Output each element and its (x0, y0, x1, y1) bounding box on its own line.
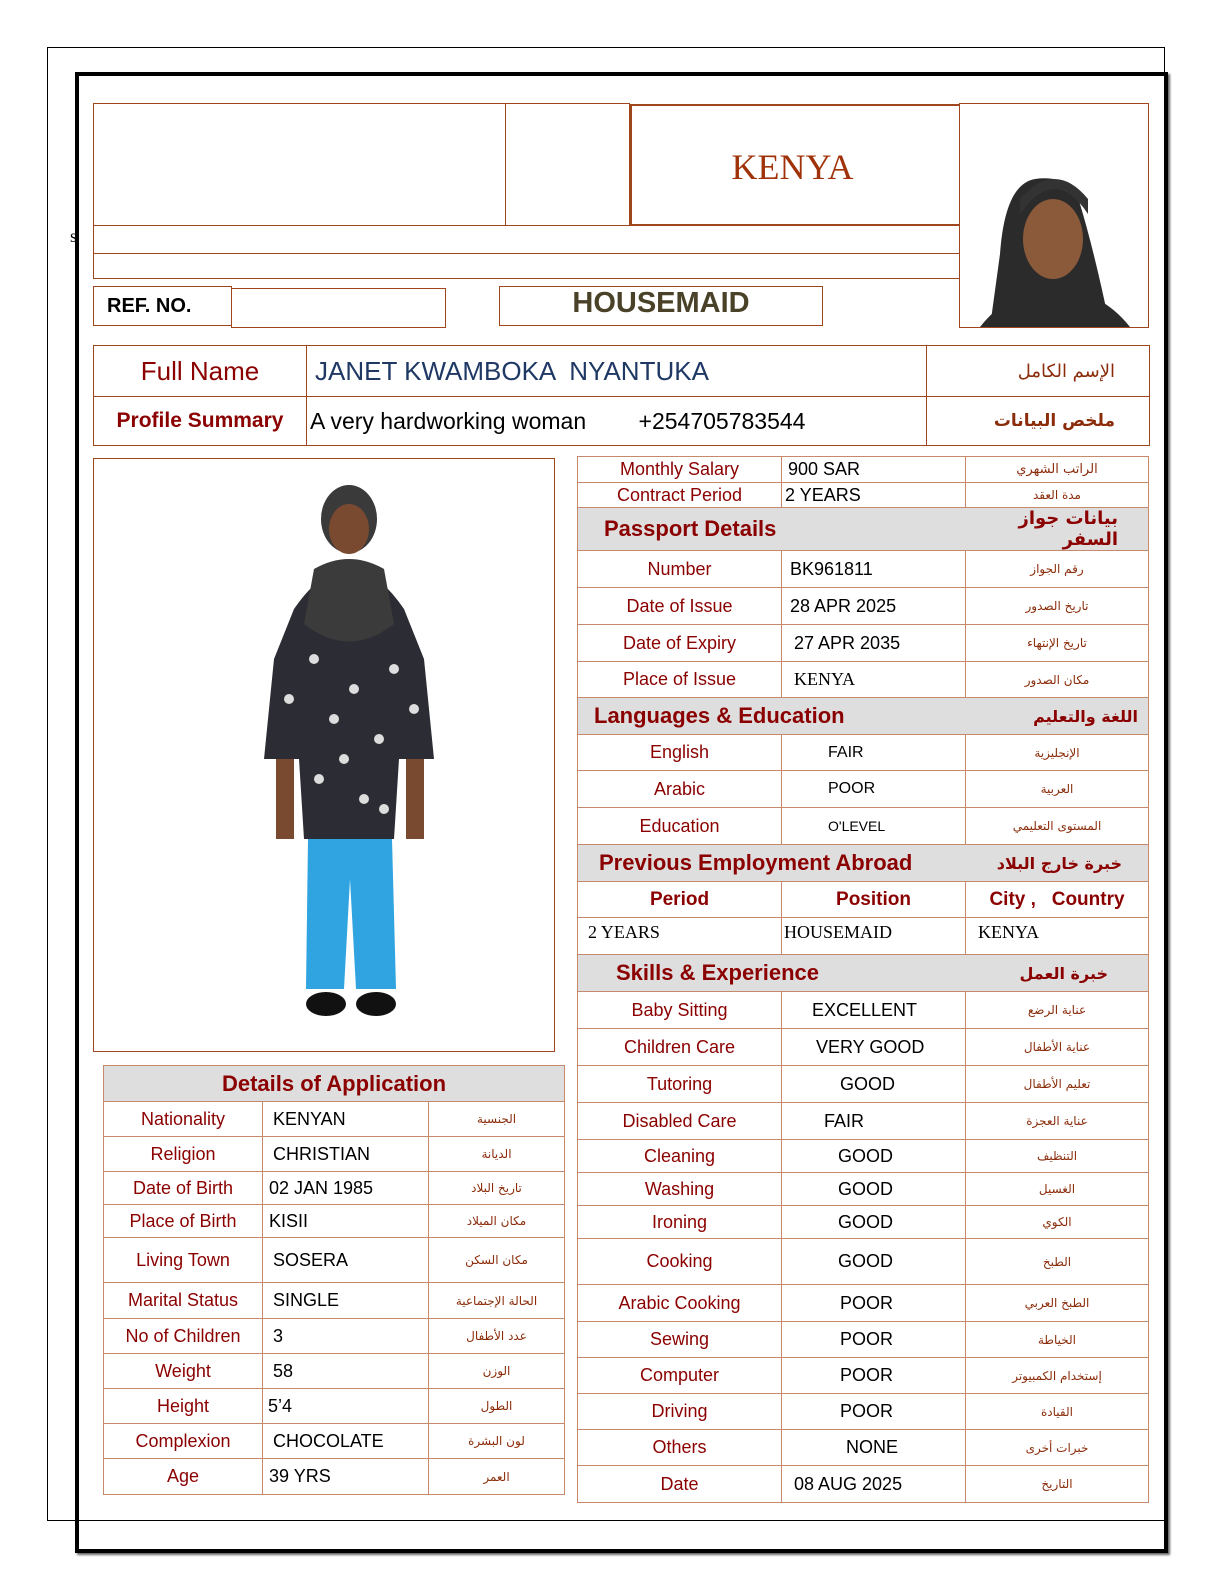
application-value: SINGLE (263, 1283, 429, 1319)
skill-value: EXCELLENT (782, 992, 966, 1029)
skill-value: NONE (782, 1430, 966, 1466)
profile-summary-ar: ملخص البيانات (927, 397, 1150, 446)
application-header (104, 1066, 565, 1102)
application-label: Height (104, 1389, 263, 1424)
skill-ar: التاريخ (966, 1466, 1149, 1503)
application-value: KENYAN (263, 1102, 429, 1137)
header-strip-2 (93, 253, 961, 279)
skill-ar: عناية العجزة (966, 1103, 1149, 1140)
application-row (104, 1389, 565, 1424)
profile-summary-label: Profile Summary (94, 397, 307, 446)
skill-label: Children Care (578, 1029, 782, 1066)
language-ar: العربية (966, 771, 1149, 808)
skill-ar: خبرات أخرى (966, 1430, 1149, 1466)
employment-location: KENYA (966, 918, 1149, 955)
application-row (104, 1172, 565, 1205)
language-value: O'LEVEL (782, 808, 966, 845)
skill-label: Sewing (578, 1322, 782, 1358)
employment-columns (578, 882, 1149, 918)
application-value: 58 (263, 1354, 429, 1389)
language-row (578, 771, 1149, 808)
application-label: Nationality (104, 1102, 263, 1137)
employment-title-ar: خبرة خارج البلاد (966, 845, 1149, 882)
header-strip-1 (93, 225, 961, 254)
language-label: Education (578, 808, 782, 845)
country-title: KENYA (731, 147, 854, 187)
contract-value: 900 SAR (782, 457, 966, 483)
employment-col-location: City , Country (966, 882, 1149, 918)
skill-row (578, 1239, 1149, 1285)
contract-label: Monthly Salary (578, 457, 782, 483)
skill-ar: عناية الأطفال (966, 1029, 1149, 1066)
skill-label: Cleaning (578, 1140, 782, 1173)
language-row (578, 735, 1149, 771)
skill-label: Washing (578, 1173, 782, 1206)
skill-row (578, 1206, 1149, 1239)
application-label: Date of Birth (104, 1172, 263, 1205)
language-label: Arabic (578, 771, 782, 808)
skill-row (578, 992, 1149, 1029)
application-row (104, 1137, 565, 1172)
skill-value: VERY GOOD (782, 1029, 966, 1066)
header-logo-box (93, 103, 506, 226)
application-ar: العمر (429, 1459, 565, 1495)
application-row (104, 1238, 565, 1283)
skill-ar: الطبخ (966, 1239, 1149, 1285)
skill-value: GOOD (782, 1206, 966, 1239)
full-body-photo (93, 458, 555, 1052)
skill-row (578, 1173, 1149, 1206)
application-ar: الطول (429, 1389, 565, 1424)
skill-value: GOOD (782, 1066, 966, 1103)
application-label: Weight (104, 1354, 263, 1389)
skill-label: Driving (578, 1394, 782, 1430)
skill-ar: القيادة (966, 1394, 1149, 1430)
contract-label: Contract Period (578, 483, 782, 508)
skills-header (578, 955, 1149, 992)
skill-label: Others (578, 1430, 782, 1466)
employment-title: Previous Employment Abroad (578, 845, 966, 882)
passport-value: KENYA (782, 662, 966, 698)
ref-value-field (231, 288, 446, 328)
skill-value: POOR (782, 1394, 966, 1430)
skill-label: Computer (578, 1358, 782, 1394)
application-ar: مكان السكن (429, 1238, 565, 1283)
application-row (104, 1319, 565, 1354)
application-value: CHOCOLATE (263, 1424, 429, 1459)
application-label: Living Town (104, 1238, 263, 1283)
language-label: English (578, 735, 782, 771)
portrait-image (960, 104, 1148, 327)
language-row (578, 808, 1149, 845)
skill-label: Date (578, 1466, 782, 1503)
application-ar: تاريخ البلاد (429, 1172, 565, 1205)
skill-label: Tutoring (578, 1066, 782, 1103)
skill-value: POOR (782, 1322, 966, 1358)
full-name-label: Full Name (94, 346, 307, 397)
language-value: FAIR (782, 735, 966, 771)
passport-row (578, 588, 1149, 625)
application-label: Marital Status (104, 1283, 263, 1319)
skill-row (578, 1103, 1149, 1140)
contract-row (578, 483, 1149, 508)
skill-value: POOR (782, 1285, 966, 1322)
skill-value: FAIR (782, 1103, 966, 1140)
passport-label: Number (578, 551, 782, 588)
passport-title: Passport Details (578, 508, 966, 551)
application-label: Place of Birth (104, 1205, 263, 1238)
skill-ar: الغسيل (966, 1173, 1149, 1206)
skill-row (578, 1394, 1149, 1430)
employment-header (578, 845, 1149, 882)
contract-table (577, 456, 1149, 1503)
application-table (103, 1065, 565, 1495)
application-row (104, 1424, 565, 1459)
portrait-photo (959, 103, 1149, 328)
skill-row (578, 1029, 1149, 1066)
skill-label: Arabic Cooking (578, 1285, 782, 1322)
phone-number: +254705783544 (638, 407, 806, 434)
side-mark: s (70, 226, 78, 246)
passport-label: Date of Expiry (578, 625, 782, 662)
application-ar: الوزن (429, 1354, 565, 1389)
languages-title-ar: اللغة والتعليم (966, 698, 1149, 735)
profile-summary-cell (307, 397, 927, 446)
contract-ar: الراتب الشهري (966, 457, 1149, 483)
skill-row (578, 1358, 1149, 1394)
skill-value: POOR (782, 1358, 966, 1394)
skills-title-ar: خبرة العمل (966, 955, 1149, 992)
skill-row (578, 1466, 1149, 1503)
skill-row (578, 1285, 1149, 1322)
employment-col-period: Period (578, 882, 782, 918)
skill-ar: تعليم الأطفال (966, 1066, 1149, 1103)
application-label: Age (104, 1459, 263, 1495)
passport-ar: تاريخ الصدور (966, 588, 1149, 625)
passport-row (578, 551, 1149, 588)
skill-ar: الطبخ العربي (966, 1285, 1149, 1322)
application-ar: الديانة (429, 1137, 565, 1172)
application-value: 39 YRS (263, 1459, 429, 1495)
profile-summary-text: A very hardworking woman (310, 407, 587, 434)
passport-header (578, 508, 1149, 551)
language-value: POOR (782, 771, 966, 808)
employment-period: 2 YEARS (578, 918, 782, 955)
full-body-image (94, 459, 554, 1051)
passport-label: Date of Issue (578, 588, 782, 625)
skill-value: 08 AUG 2025 (782, 1466, 966, 1503)
skill-row (578, 1140, 1149, 1173)
skill-label: Cooking (578, 1239, 782, 1285)
employment-position: HOUSEMAID (782, 918, 966, 955)
application-value: 5’4 (263, 1389, 429, 1424)
skill-row (578, 1066, 1149, 1103)
languages-title: Languages & Education (578, 698, 966, 735)
application-title: Details of Application (104, 1066, 565, 1102)
passport-row (578, 662, 1149, 698)
employment-row (578, 918, 1149, 955)
header-blank-box (505, 103, 630, 226)
language-ar: المستوى التعليمي (966, 808, 1149, 845)
passport-label: Place of Issue (578, 662, 782, 698)
skill-ar: إستخدام الكمبيوتر (966, 1358, 1149, 1394)
application-row (104, 1354, 565, 1389)
application-label: Complexion (104, 1424, 263, 1459)
contract-ar: مدة العقد (966, 483, 1149, 508)
application-row (104, 1102, 565, 1137)
application-row (104, 1205, 565, 1238)
skill-ar: التنظيف (966, 1140, 1149, 1173)
application-label: Religion (104, 1137, 263, 1172)
skills-title: Skills & Experience (578, 955, 966, 992)
languages-header (578, 698, 1149, 735)
employment-col-position: Position (782, 882, 966, 918)
application-ar: الجنسية (429, 1102, 565, 1137)
application-ar: مكان الميلاد (429, 1205, 565, 1238)
passport-row (578, 625, 1149, 662)
ref-label: REF. NO. (107, 295, 192, 317)
application-label: No of Children (104, 1319, 263, 1354)
skill-ar: الكوي (966, 1206, 1149, 1239)
application-ar: لون البشرة (429, 1424, 565, 1459)
application-value: 3 (263, 1319, 429, 1354)
skill-label: Ironing (578, 1206, 782, 1239)
full-name-value: JANET KWAMBOKA NYANTUKA (307, 346, 927, 397)
skill-value: GOOD (782, 1239, 966, 1285)
passport-ar: مكان الصدور (966, 662, 1149, 698)
skill-label: Baby Sitting (578, 992, 782, 1029)
skill-row (578, 1322, 1149, 1358)
application-row (104, 1459, 565, 1495)
passport-value: 27 APR 2035 (782, 625, 966, 662)
skill-ar: الخياطة (966, 1322, 1149, 1358)
position-title: HOUSEMAID (572, 287, 750, 319)
language-ar: الإنجليزية (966, 735, 1149, 771)
application-ar: الحالة الإجتماعية (429, 1283, 565, 1319)
full-name-ar: الإسم الكامل (927, 346, 1150, 397)
skill-label: Disabled Care (578, 1103, 782, 1140)
skill-value: GOOD (782, 1173, 966, 1206)
contract-value: 2 YEARS (782, 483, 966, 508)
application-ar: عدد الأطفال (429, 1319, 565, 1354)
passport-ar: رقم الجواز (966, 551, 1149, 588)
application-row (104, 1283, 565, 1319)
application-value: CHRISTIAN (263, 1137, 429, 1172)
skill-ar: عناية الرضع (966, 992, 1149, 1029)
application-value: KISII (263, 1205, 429, 1238)
profile-table (93, 345, 1150, 446)
passport-ar: تاريخ الإنتهاء (966, 625, 1149, 662)
application-value: 02 JAN 1985 (263, 1172, 429, 1205)
passport-title-ar: بيانات جواز السفر (966, 508, 1149, 551)
application-value: SOSERA (263, 1238, 429, 1283)
contract-row (578, 457, 1149, 483)
skill-row (578, 1430, 1149, 1466)
skill-value: GOOD (782, 1140, 966, 1173)
passport-value: BK961811 (782, 551, 966, 588)
passport-value: 28 APR 2025 (782, 588, 966, 625)
